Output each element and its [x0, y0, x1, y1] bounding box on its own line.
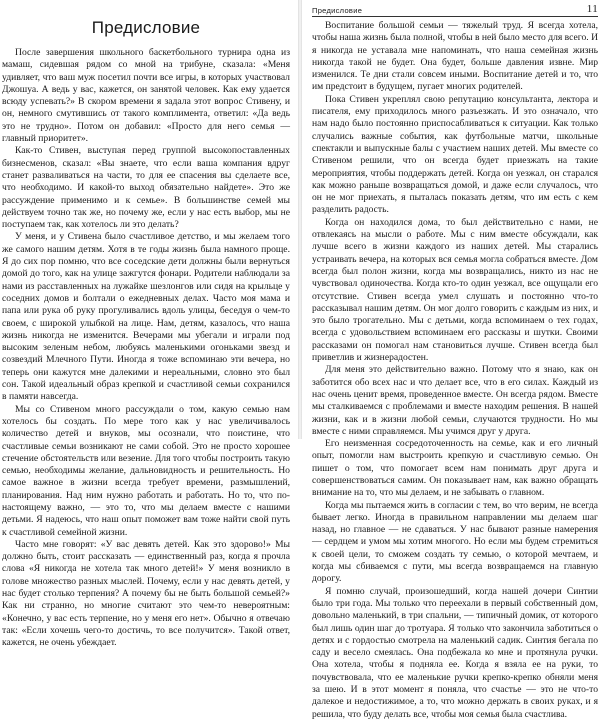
chapter-title: Предисловие [91, 18, 201, 37]
paragraph: Воспитание большой семьи — тяжелый труд. Я всегда хотела, чтобы наша жизнь была полной, чтобы в ней было место для всего. И я никогда не уставала мне напоминать, что наша семейная жизнь никогда такой не будет. Она будет, больше давления извне. Мир изменился. Те дни стали совсем иными. Воспитание детей и то, что им предстоит в будущем, пугает многих родителей. [312, 20, 599, 93]
right-page-body [312, 20, 598, 721]
paragraph: Пока Стивен укреплял свою репутацию консультанта, лектора и писателя, ему приходилось много разъезжать. И это означало, что нам надо было постоянно приспосабливаться к ситуации. Как только случались важные события, как футбольные матчи, школьные спектакли и выпускные балы с участием наших детей. Мы вместе со Стивеном решили, что он всегда будет приезжать на такие мероприятия, чтобы поддержать детей. Когда он уезжал, он старался как можно раньше возвращаться домой, и даже если случалось, что он не мог приехать, я пыталась показать детям, что им есть с кем разделить радость. [312, 93, 598, 216]
running-head [312, 0, 598, 17]
paragraph: Когда мы пытаемся жить в согласии с тем, во что верим, не всегда бывает легко. Иногда в правильном направлении мы делаем шаг назад, но главное — не сдаваться. У нас бывают разные намерения — сердцем и умом мы хотим многого. Но если мы будем стремиться к своей цели, то сможем создать ту семью, о которой мечтаем, и когда мы сбиваемся с пути, мы всегда возвращаемся на главную дорогу. [312, 499, 598, 585]
paragraph: Часто мне говорят: «У вас девять детей. Как это здорово!» Мы должно быть, стоит рассказать — единственный раз, когда я прочла слова «Я никогда не хотела так много детей!» У меня возникло в голове множество разных мыслей. Почему, если у нас девять детей, у нас будет столько терпения? А почему бы не быть большой семьей?» Как ни странно, но многие считают это чем-то невероятным: «Конечно, у вас есть терпение, но у меня его нет». Обычно я отвечаю так: «Если хочешь чего-то достичь, то все получится». Такой ответ, кажется, не очень убеждает. [2, 538, 290, 649]
left-page-body [2, 47, 290, 650]
paragraph: Когда он находился дома, то был действительно с нами, не отвлекаясь на мысли о работе. Мы с ним вместе обсуждали, как лучше всего в жизни каждого из наших детей. Мы старались устраивать вечера, на которых вся семья могла собраться вместе. Дом всегда был полон жизни, когда мы возвращались, никто из нас не чувствовал одиночества. Когда кто-то один уезжал, все ощущали его отсутствие. Стивен всегда умел слушать и постоянно что-то рассказывал нашим детям. Он мог долго говорить с каждым из них, и это было трогательно. Мы с детьми, когда вспоминаем о тех годах, всегда с удовольствием вспоминаем его рассказы и шутки. Своими рассказами он помогал нам становиться лучше. Стивен всегда был приветлив и жизнерадостен. [312, 216, 598, 364]
page-number: 11 [586, 3, 598, 15]
book-gutter [298, 0, 302, 439]
paragraph: Мы со Стивеном много рассуждали о том, какую семью нам хотелось бы создать. По мере того как у нас увеличивалось количество детей и внуков, мы осознали, что поистине, что счастливые семьи возникают не сами собой. Это не просто хорошее стечение обстоятельств или везение. Для того чтобы построить такую семью, необходимы желание, дальновидность и решительность. Но самое важное в жизни всегда требует времени, размышлений, планирования. Над ним нужно работать и работать. Но то, что по-настоящему важно, — это то, что мы делаем вместе с нашими детьми. Я надеюсь, что наш опыт поможет вам тоже найти свой путь к счастливой семейной жизни. [2, 403, 290, 538]
paragraph: После завершения школьного баскетбольного турнира одна из мамаш, сидевшая рядом со мной на трибуне, сказала: «Меня удивляет, что ваш муж посетил почти все игры, в которых участвовал Джошуа. А ведь у вас, кажется, он занятой человек. Как ему удается всюду успевать?» В скором времени я задала этот вопрос Стивену, и он, немного смутившись от такого комплимента, ответил: «Да ведь это не трудно». Потом он добавил: «Просто для него семья — главный приоритет». [2, 47, 290, 145]
right-page [304, 0, 600, 720]
paragraph: Я помню случай, произошедший, когда нашей дочери Синтии было три года. Мы только что переехали в первый собственный дом, довольно маленький, в три спальни, — типичный домик, от которого был лишь один шаг до тротуара. Я только что закончила заботиться о детях и с гордостью смотрела на маленький садик. Синтия бегала по саду и весело смеялась. Она подбежала ко мне и протянула ручки. Она хотела, чтобы я подняла ее. Когда я взяла ее на руки, то почувствовала, что ее маленькие ручки крепко-крепко обняли меня за шею. И в этот момент я поняла, что счастье — это не что-то далекое и недостижимое, а то, что можно держать в своих руках, и я решила, что буду делать все, чтобы моя семья была счастлива. [312, 585, 598, 720]
left-page [0, 0, 296, 649]
paragraph: У меня, и у Стивена было счастливое детство, и мы желаем того же самого нашим детям. Хотя в те годы жизнь была намного проще. Я до сих пор помню, что все соседские дети должны были вернуться домой до того, как на улице зажгутся фонари. Родители наблюдали за нами из расставленных на лужайке шезлонгов или сидя на крыльце у соседних домов и болтали о ежедневных делах. Часто моя мама и папа или рука об руку прогуливались вдоль улицы, беседуя о чем-то своем, с широкой улыбкой на лице. Нам, детям, казалось, что наша жизнь никогда не изменится. Вечерами мы убегали и играли под высоким зеленым небом, любуясь маленькими огоньками звезд и созвездий Млечного Пути. Иногда я тоже вспоминаю эти вечера, но теперь они кажутся мне далекими и нереальными, словно это был сон. Такой идеальный образ крепкой и счастливой семьи сохранился в памяти навсегда. [2, 231, 290, 403]
running-head-title: Предисловие [312, 6, 363, 15]
paragraph: Его неизменная сосредоточенность на семье, как и его личный опыт, помогли нам выстроить крепкую и счастливую семью. Он пишет о том, что помогает всем нам понимать друг друга и совершенствоваться самим. Он показывает нам, как важно обращать внимание на то, что мы делаем, и не забывать о главном. [312, 438, 598, 499]
paragraph: Для меня это действительно важно. Потому что я знаю, как он заботится обо всех нас и что делает все, что в его силах. Каждый из нас очень ценит время, проведенное вместе. Он всегда рядом. Вместе мы сталкиваемся с проблемами и вместе находим решения. В нашей жизни, как и в жизни любой семьи, случаются трудности. Но мы вместе с ними справляемся. Мы учимся друг у друга. [312, 364, 598, 437]
paragraph: Как-то Стивен, выступая перед группой высокопоставленных бизнесменов, сказал: «Вы знаете, что если ваша компания вдруг станет разваливаться на части, то для ее спасения вы сделаете все, что необходимо. И какой-то выход обязательно найдете». Это же рассуждение применимо и к семье». В большинстве семей мы действуем точно так же, но почему же, если у нас есть выбор, мы не поступаем так, как хотелось ли это делать? [2, 145, 290, 231]
